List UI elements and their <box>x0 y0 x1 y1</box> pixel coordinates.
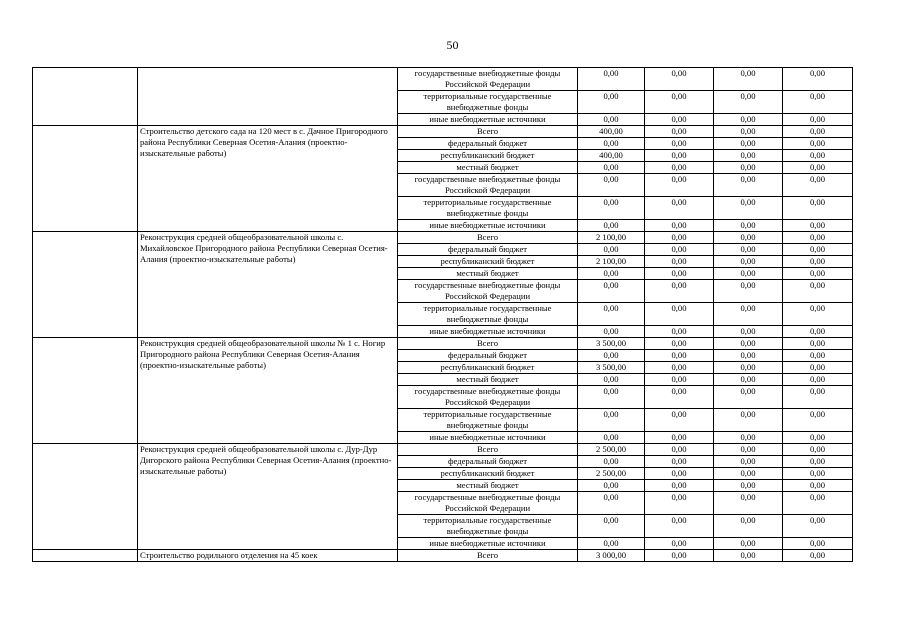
budget-table <box>32 67 853 562</box>
amount-cell: 0,00 <box>783 268 853 280</box>
funding-source-cell: иные внебюджетные источники <box>398 432 578 444</box>
funding-source-cell: местный бюджет <box>398 374 578 386</box>
funding-source-cell: иные внебюджетные источники <box>398 220 578 232</box>
amount-cell: 0,00 <box>645 162 714 174</box>
amount-cell: 0,00 <box>714 197 783 220</box>
amount-cell: 0,00 <box>645 550 714 562</box>
amount-cell: 0,00 <box>645 374 714 386</box>
number-cell <box>33 338 138 444</box>
amount-cell: 0,00 <box>645 232 714 244</box>
amount-cell: 0,00 <box>783 114 853 126</box>
amount-cell: 0,00 <box>783 162 853 174</box>
amount-cell: 400,00 <box>578 150 645 162</box>
funding-source-cell: Всего <box>398 232 578 244</box>
amount-cell: 0,00 <box>578 174 645 197</box>
amount-cell: 0,00 <box>645 174 714 197</box>
amount-cell: 0,00 <box>714 326 783 338</box>
amount-cell: 0,00 <box>783 150 853 162</box>
funding-source-cell: Всего <box>398 126 578 138</box>
amount-cell: 0,00 <box>714 350 783 362</box>
funding-source-cell: федеральный бюджет <box>398 244 578 256</box>
amount-cell: 0,00 <box>783 197 853 220</box>
table-body <box>33 68 853 562</box>
amount-cell: 0,00 <box>578 409 645 432</box>
number-cell <box>33 232 138 338</box>
number-cell <box>33 550 138 562</box>
funding-source-cell: республиканский бюджет <box>398 362 578 374</box>
amount-cell: 0,00 <box>578 515 645 538</box>
amount-cell: 0,00 <box>645 68 714 91</box>
amount-cell: 0,00 <box>578 456 645 468</box>
amount-cell: 0,00 <box>645 409 714 432</box>
amount-cell: 0,00 <box>783 91 853 114</box>
amount-cell: 0,00 <box>783 138 853 150</box>
amount-cell: 0,00 <box>645 244 714 256</box>
amount-cell: 0,00 <box>645 456 714 468</box>
amount-cell: 0,00 <box>578 386 645 409</box>
funding-source-cell: федеральный бюджет <box>398 350 578 362</box>
amount-cell: 400,00 <box>578 126 645 138</box>
amount-cell: 0,00 <box>783 492 853 515</box>
funding-source-cell: федеральный бюджет <box>398 138 578 150</box>
amount-cell: 0,00 <box>783 350 853 362</box>
table-row <box>33 126 853 138</box>
amount-cell: 0,00 <box>714 244 783 256</box>
funding-source-cell: Всего <box>398 338 578 350</box>
amount-cell: 0,00 <box>783 468 853 480</box>
funding-source-cell: территориальные государственные внебюджетные фонды <box>398 515 578 538</box>
funding-source-cell: государственные внебюджетные фонды Российской Федерации <box>398 174 578 197</box>
amount-cell: 0,00 <box>645 303 714 326</box>
amount-cell: 0,00 <box>578 220 645 232</box>
amount-cell: 0,00 <box>645 126 714 138</box>
number-cell <box>33 126 138 232</box>
amount-cell: 0,00 <box>645 362 714 374</box>
amount-cell: 0,00 <box>645 480 714 492</box>
amount-cell: 3 500,00 <box>578 338 645 350</box>
amount-cell: 0,00 <box>714 492 783 515</box>
amount-cell: 3 000,00 <box>578 550 645 562</box>
amount-cell: 0,00 <box>645 432 714 444</box>
amount-cell: 0,00 <box>714 444 783 456</box>
amount-cell: 0,00 <box>783 126 853 138</box>
funding-source-cell: иные внебюджетные источники <box>398 114 578 126</box>
amount-cell: 0,00 <box>783 220 853 232</box>
amount-cell: 0,00 <box>783 68 853 91</box>
amount-cell: 0,00 <box>714 432 783 444</box>
amount-cell: 0,00 <box>714 480 783 492</box>
amount-cell: 0,00 <box>578 138 645 150</box>
page-number: 50 <box>446 38 459 52</box>
project-name-cell: Реконструкция средней общеобразовательной школы № 1 с. Ногир Пригородного района Республики Северная Осетия-Алания (проектно-изыскательные работы) <box>138 338 398 444</box>
amount-cell: 0,00 <box>783 326 853 338</box>
amount-cell: 0,00 <box>645 197 714 220</box>
amount-cell: 0,00 <box>578 480 645 492</box>
amount-cell: 0,00 <box>714 256 783 268</box>
amount-cell: 0,00 <box>714 68 783 91</box>
amount-cell: 0,00 <box>578 538 645 550</box>
amount-cell: 0,00 <box>578 432 645 444</box>
table-row <box>33 550 853 562</box>
amount-cell: 0,00 <box>783 515 853 538</box>
amount-cell: 0,00 <box>578 492 645 515</box>
amount-cell: 0,00 <box>783 174 853 197</box>
amount-cell: 0,00 <box>714 409 783 432</box>
amount-cell: 0,00 <box>714 468 783 480</box>
amount-cell: 0,00 <box>645 386 714 409</box>
amount-cell: 0,00 <box>714 456 783 468</box>
project-name-cell <box>138 68 398 126</box>
amount-cell: 0,00 <box>714 268 783 280</box>
amount-cell: 0,00 <box>783 374 853 386</box>
table-row <box>33 444 853 456</box>
amount-cell: 0,00 <box>714 550 783 562</box>
amount-cell: 0,00 <box>714 220 783 232</box>
amount-cell: 0,00 <box>783 432 853 444</box>
amount-cell: 0,00 <box>783 256 853 268</box>
amount-cell: 0,00 <box>645 515 714 538</box>
amount-cell: 0,00 <box>578 280 645 303</box>
project-name-cell: Реконструкция средней общеобразовательной школы с. Михайловское Пригородного района Республики Северная Осетия-Алания (проектно-изыскательные работы) <box>138 232 398 338</box>
amount-cell: 0,00 <box>783 362 853 374</box>
funding-source-cell: государственные внебюджетные фонды Российской Федерации <box>398 68 578 91</box>
amount-cell: 0,00 <box>714 91 783 114</box>
funding-source-cell: федеральный бюджет <box>398 456 578 468</box>
amount-cell: 0,00 <box>645 114 714 126</box>
funding-source-cell: местный бюджет <box>398 162 578 174</box>
amount-cell: 0,00 <box>578 350 645 362</box>
funding-source-cell: республиканский бюджет <box>398 256 578 268</box>
number-cell <box>33 68 138 126</box>
amount-cell: 0,00 <box>714 386 783 409</box>
table-row <box>33 68 853 91</box>
amount-cell: 0,00 <box>783 303 853 326</box>
amount-cell: 0,00 <box>578 303 645 326</box>
project-name-cell: Реконструкция средней общеобразовательной школы с. Дур-Дур Дигорского района Республики Северная Осетия-Алания (проектно-изыскательные работы) <box>138 444 398 550</box>
amount-cell: 0,00 <box>645 492 714 515</box>
amount-cell: 0,00 <box>578 114 645 126</box>
funding-source-cell: местный бюджет <box>398 268 578 280</box>
amount-cell: 0,00 <box>783 538 853 550</box>
amount-cell: 0,00 <box>714 114 783 126</box>
amount-cell: 0,00 <box>714 362 783 374</box>
amount-cell: 0,00 <box>645 538 714 550</box>
amount-cell: 0,00 <box>645 150 714 162</box>
funding-source-cell: иные внебюджетные источники <box>398 538 578 550</box>
amount-cell: 0,00 <box>714 138 783 150</box>
amount-cell: 0,00 <box>714 303 783 326</box>
funding-source-cell: иные внебюджетные источники <box>398 326 578 338</box>
amount-cell: 0,00 <box>783 280 853 303</box>
funding-source-cell: Всего <box>398 550 578 562</box>
amount-cell: 2 100,00 <box>578 256 645 268</box>
funding-source-cell: республиканский бюджет <box>398 150 578 162</box>
funding-source-cell: территориальные государственные внебюджетные фонды <box>398 303 578 326</box>
amount-cell: 0,00 <box>714 374 783 386</box>
amount-cell: 0,00 <box>783 480 853 492</box>
amount-cell: 0,00 <box>714 338 783 350</box>
amount-cell: 0,00 <box>578 374 645 386</box>
amount-cell: 0,00 <box>783 244 853 256</box>
amount-cell: 0,00 <box>645 91 714 114</box>
amount-cell: 0,00 <box>645 268 714 280</box>
amount-cell: 0,00 <box>714 538 783 550</box>
amount-cell: 0,00 <box>645 468 714 480</box>
amount-cell: 0,00 <box>714 150 783 162</box>
amount-cell: 0,00 <box>645 220 714 232</box>
amount-cell: 0,00 <box>645 350 714 362</box>
amount-cell: 0,00 <box>783 232 853 244</box>
amount-cell: 0,00 <box>645 138 714 150</box>
funding-source-cell: государственные внебюджетные фонды Российской Федерации <box>398 386 578 409</box>
funding-source-cell: территориальные государственные внебюджетные фонды <box>398 409 578 432</box>
amount-cell: 0,00 <box>714 280 783 303</box>
amount-cell: 0,00 <box>783 444 853 456</box>
amount-cell: 2 500,00 <box>578 444 645 456</box>
amount-cell: 2 500,00 <box>578 468 645 480</box>
amount-cell: 0,00 <box>578 326 645 338</box>
funding-source-cell: государственные внебюджетные фонды Российской Федерации <box>398 492 578 515</box>
funding-source-cell: государственные внебюджетные фонды Российской Федерации <box>398 280 578 303</box>
amount-cell: 0,00 <box>783 550 853 562</box>
amount-cell: 0,00 <box>578 162 645 174</box>
funding-source-cell: территориальные государственные внебюджетные фонды <box>398 91 578 114</box>
funding-source-cell: Всего <box>398 444 578 456</box>
amount-cell: 0,00 <box>714 126 783 138</box>
amount-cell: 0,00 <box>783 456 853 468</box>
amount-cell: 0,00 <box>783 386 853 409</box>
amount-cell: 0,00 <box>783 409 853 432</box>
amount-cell: 0,00 <box>578 197 645 220</box>
amount-cell: 0,00 <box>645 338 714 350</box>
project-name-cell: Строительство родильного отделения на 45 коек <box>138 550 398 562</box>
amount-cell: 2 100,00 <box>578 232 645 244</box>
amount-cell: 0,00 <box>645 444 714 456</box>
amount-cell: 0,00 <box>578 68 645 91</box>
funding-source-cell: территориальные государственные внебюджетные фонды <box>398 197 578 220</box>
amount-cell: 0,00 <box>714 515 783 538</box>
amount-cell: 3 500,00 <box>578 362 645 374</box>
funding-source-cell: местный бюджет <box>398 480 578 492</box>
funding-source-cell: республиканский бюджет <box>398 468 578 480</box>
amount-cell: 0,00 <box>714 174 783 197</box>
amount-cell: 0,00 <box>783 338 853 350</box>
amount-cell: 0,00 <box>714 232 783 244</box>
amount-cell: 0,00 <box>578 268 645 280</box>
amount-cell: 0,00 <box>714 162 783 174</box>
amount-cell: 0,00 <box>645 256 714 268</box>
project-name-cell: Строительство детского сада на 120 мест в с. Дачное Пригородного района Республики Северная Осетия-Алания (проектно-изыскательные работы) <box>138 126 398 232</box>
amount-cell: 0,00 <box>578 244 645 256</box>
table-row <box>33 232 853 244</box>
amount-cell: 0,00 <box>578 91 645 114</box>
amount-cell: 0,00 <box>645 280 714 303</box>
amount-cell: 0,00 <box>645 326 714 338</box>
table-row <box>33 338 853 350</box>
number-cell <box>33 444 138 550</box>
